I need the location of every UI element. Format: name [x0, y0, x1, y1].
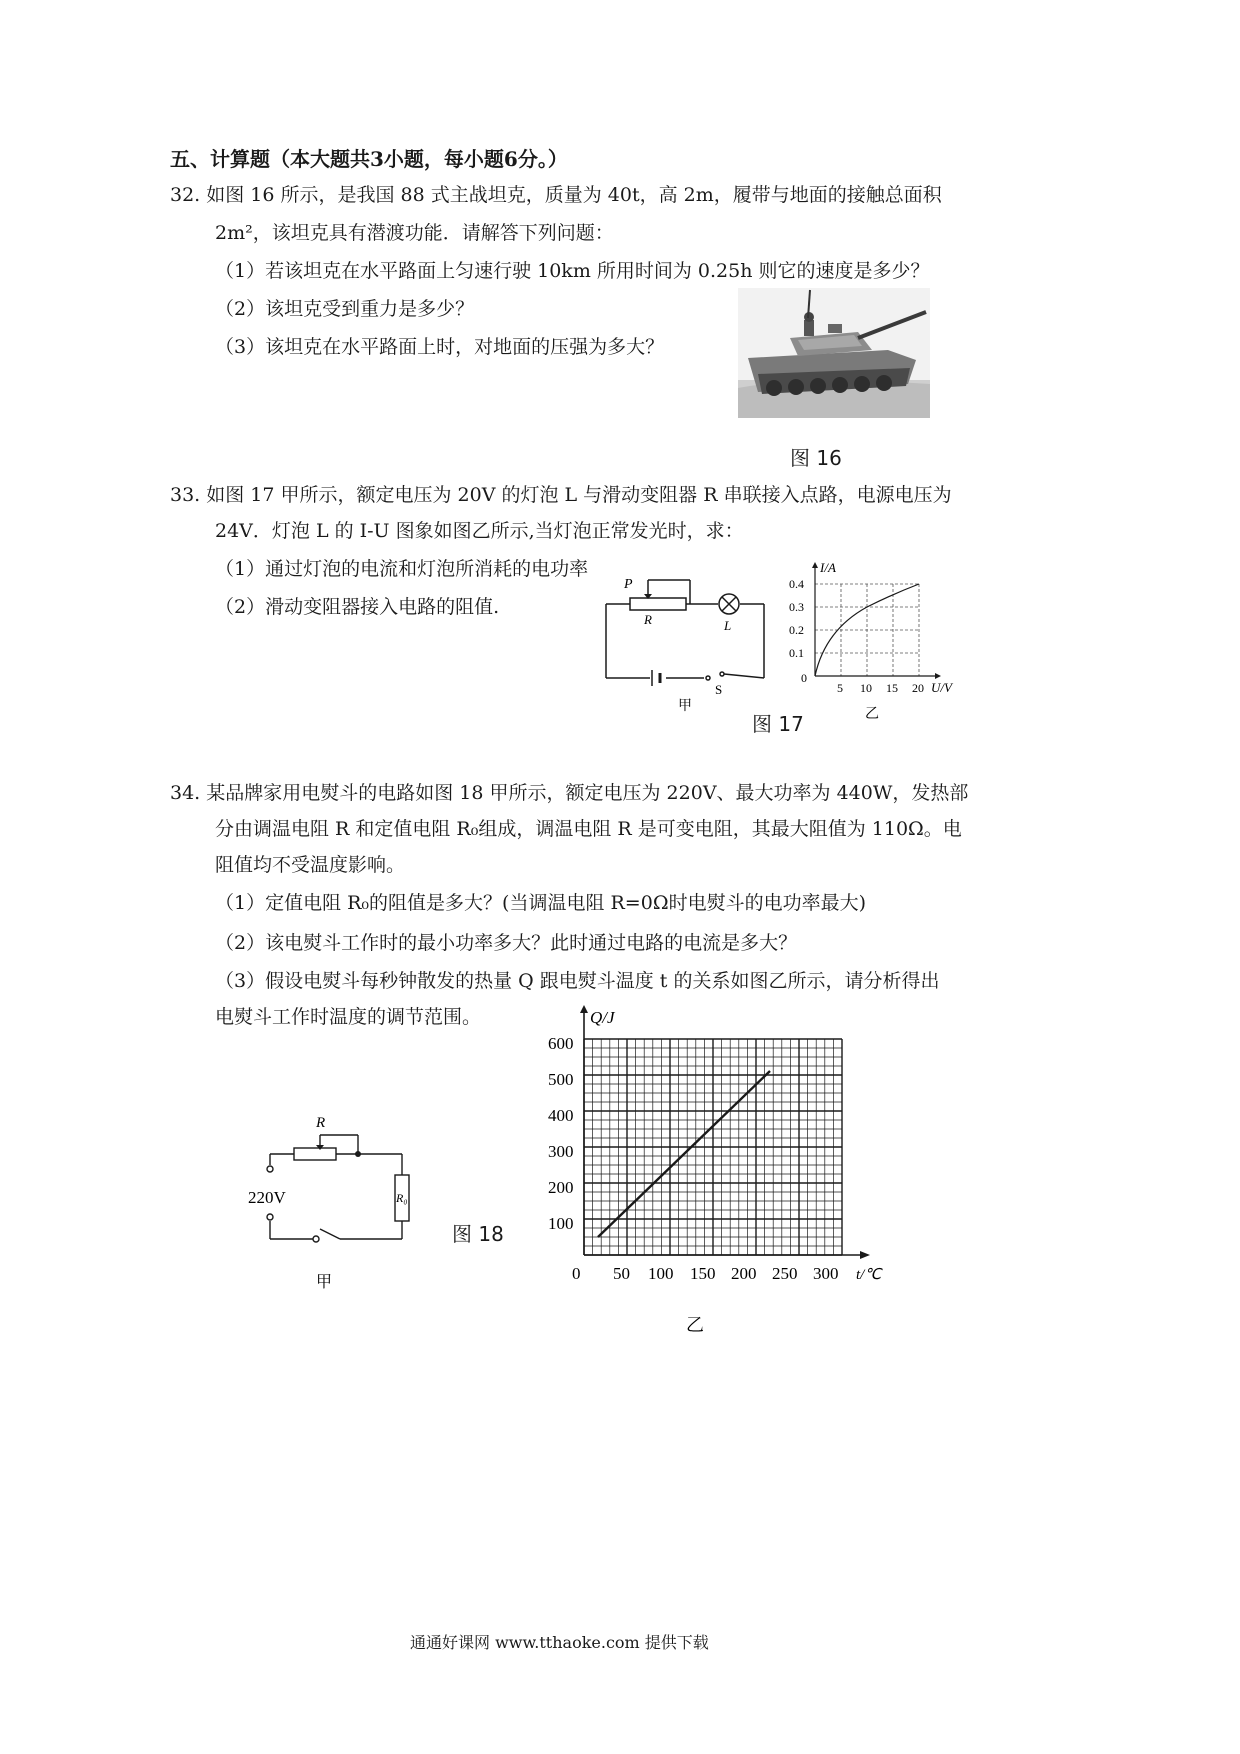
q32-line1: 32. 如图 16 所示，是我国 88 式主战坦克，质量为 40t，高 2m，履带与地面的接触总面积: [170, 184, 942, 206]
figure18-caption: 图 18: [452, 1222, 504, 1246]
graph18-ytick: 200: [548, 1178, 574, 1197]
q33-sub2: （2）滑动变阻器接入电路的阻值.: [215, 596, 500, 618]
graph17-xtick: 10: [860, 681, 872, 695]
q32-sub3: （3）该坦克在水平路面上时，对地面的压强为多大？: [215, 336, 665, 358]
graph18-xtick: 200: [731, 1264, 757, 1283]
circuit18-label-r0: R₀: [396, 1191, 408, 1205]
graph17-ytick: 0.3: [789, 600, 804, 614]
graph17-ytick: 0.2: [789, 623, 804, 637]
figure17-graph: [785, 560, 960, 720]
graph18-ytick: 500: [548, 1070, 574, 1089]
q32-line2: 2m²，该坦克具有潜渡功能．请解答下列问题：: [215, 222, 614, 244]
q34-sub3a: （3）假设电熨斗每秒钟散发的热量 Q 跟电熨斗温度 t 的关系如图乙所示，请分析得出: [215, 970, 940, 992]
figure18-circuit: [240, 1105, 420, 1295]
q34-sub3b: 电熨斗工作时温度的调节范围。: [215, 1006, 482, 1028]
graph18-xtick: 150: [690, 1264, 716, 1283]
graph17-xtick: 5: [837, 681, 843, 695]
q34-sub2: （2）该电熨斗工作时的最小功率多大？此时通过电路的电流是多大？: [215, 932, 798, 954]
q33-line2: 24V．灯泡 L 的 I-U 图象如图乙所示,当灯泡正常发光时，求：: [215, 520, 744, 542]
graph17-origin: 0: [801, 671, 807, 685]
circuit18-label-jia: 甲: [316, 1274, 333, 1291]
circuit17-label-r: R: [644, 612, 652, 627]
graph18-ytick: 600: [548, 1034, 574, 1053]
q34-line2: 分由调温电阻 R 和定值电阻 R₀组成，调温电阻 R 是可变电阻，其最大阻值为 110Ω。电: [215, 818, 962, 840]
graph18-ylabel: Q/J: [590, 1008, 615, 1027]
figure16-caption: 图 16: [790, 446, 842, 470]
graph17-ylabel: I/A: [820, 560, 836, 575]
graph18-xlabel: t/℃: [856, 1267, 882, 1283]
circuit18-voltage: 220V: [248, 1188, 286, 1207]
graph18-xtick: 100: [648, 1264, 674, 1283]
q33-line1: 33. 如图 17 甲所示，额定电压为 20V 的灯泡 L 与滑动变阻器 R 串联接入点路，电源电压为: [170, 484, 952, 506]
tank-image: [738, 288, 930, 418]
graph18-origin: 0: [572, 1264, 581, 1283]
graph17-ytick: 0.4: [789, 577, 804, 591]
graph18-ytick: 400: [548, 1106, 574, 1125]
q34-line3: 阻值均不受温度影响。: [215, 854, 406, 876]
q34-sub1: （1）定值电阻 R₀的阻值是多大？(当调温电阻 R=0Ω时电熨斗的电功率最大): [215, 892, 866, 914]
q32-sub1: （1）若该坦克在水平路面上匀速行驶 10km 所用时间为 0.25h 则它的速度是多少？: [215, 260, 930, 282]
graph18-xtick: 250: [772, 1264, 798, 1283]
circuit18-label-r: R: [316, 1115, 326, 1131]
footer-text: 通通好课网 www.tthaoke.com 提供下载: [410, 1633, 709, 1652]
graph17-xtick: 20: [912, 681, 924, 695]
section-title: 五、计算题（本大题共3小题，每小题6分。）: [170, 147, 568, 171]
q33-sub1: （1）通过灯泡的电流和灯泡所消耗的电功率: [215, 558, 589, 580]
graph17-ytick: 0.1: [789, 646, 804, 660]
figure18-graph: [540, 1005, 900, 1335]
graph17-xlabel: U/V: [931, 680, 952, 695]
graph18-ytick: 300: [548, 1142, 574, 1161]
graph18-label-yi: 乙: [686, 1315, 704, 1335]
circuit17-label-p: P: [624, 577, 633, 592]
q32-sub2: （2）该坦克受到重力是多少？: [215, 298, 475, 320]
circuit17-label-s: S: [715, 682, 723, 697]
graph17-xtick: 15: [886, 681, 898, 695]
graph17-label-yi: 乙: [865, 707, 879, 720]
circuit17-label-jia: 甲: [678, 699, 692, 714]
q34-line1: 34. 某品牌家用电熨斗的电路如图 18 甲所示，额定电压为 220V、最大功率为 440W，发热部: [170, 782, 969, 804]
figure17-circuit: [600, 570, 780, 720]
graph18-ytick: 100: [548, 1214, 574, 1233]
graph18-xtick: 50: [613, 1264, 630, 1283]
graph18-xtick: 300: [813, 1264, 839, 1283]
circuit17-label-l: L: [724, 618, 732, 633]
figure17-caption: 图 17: [752, 712, 804, 736]
